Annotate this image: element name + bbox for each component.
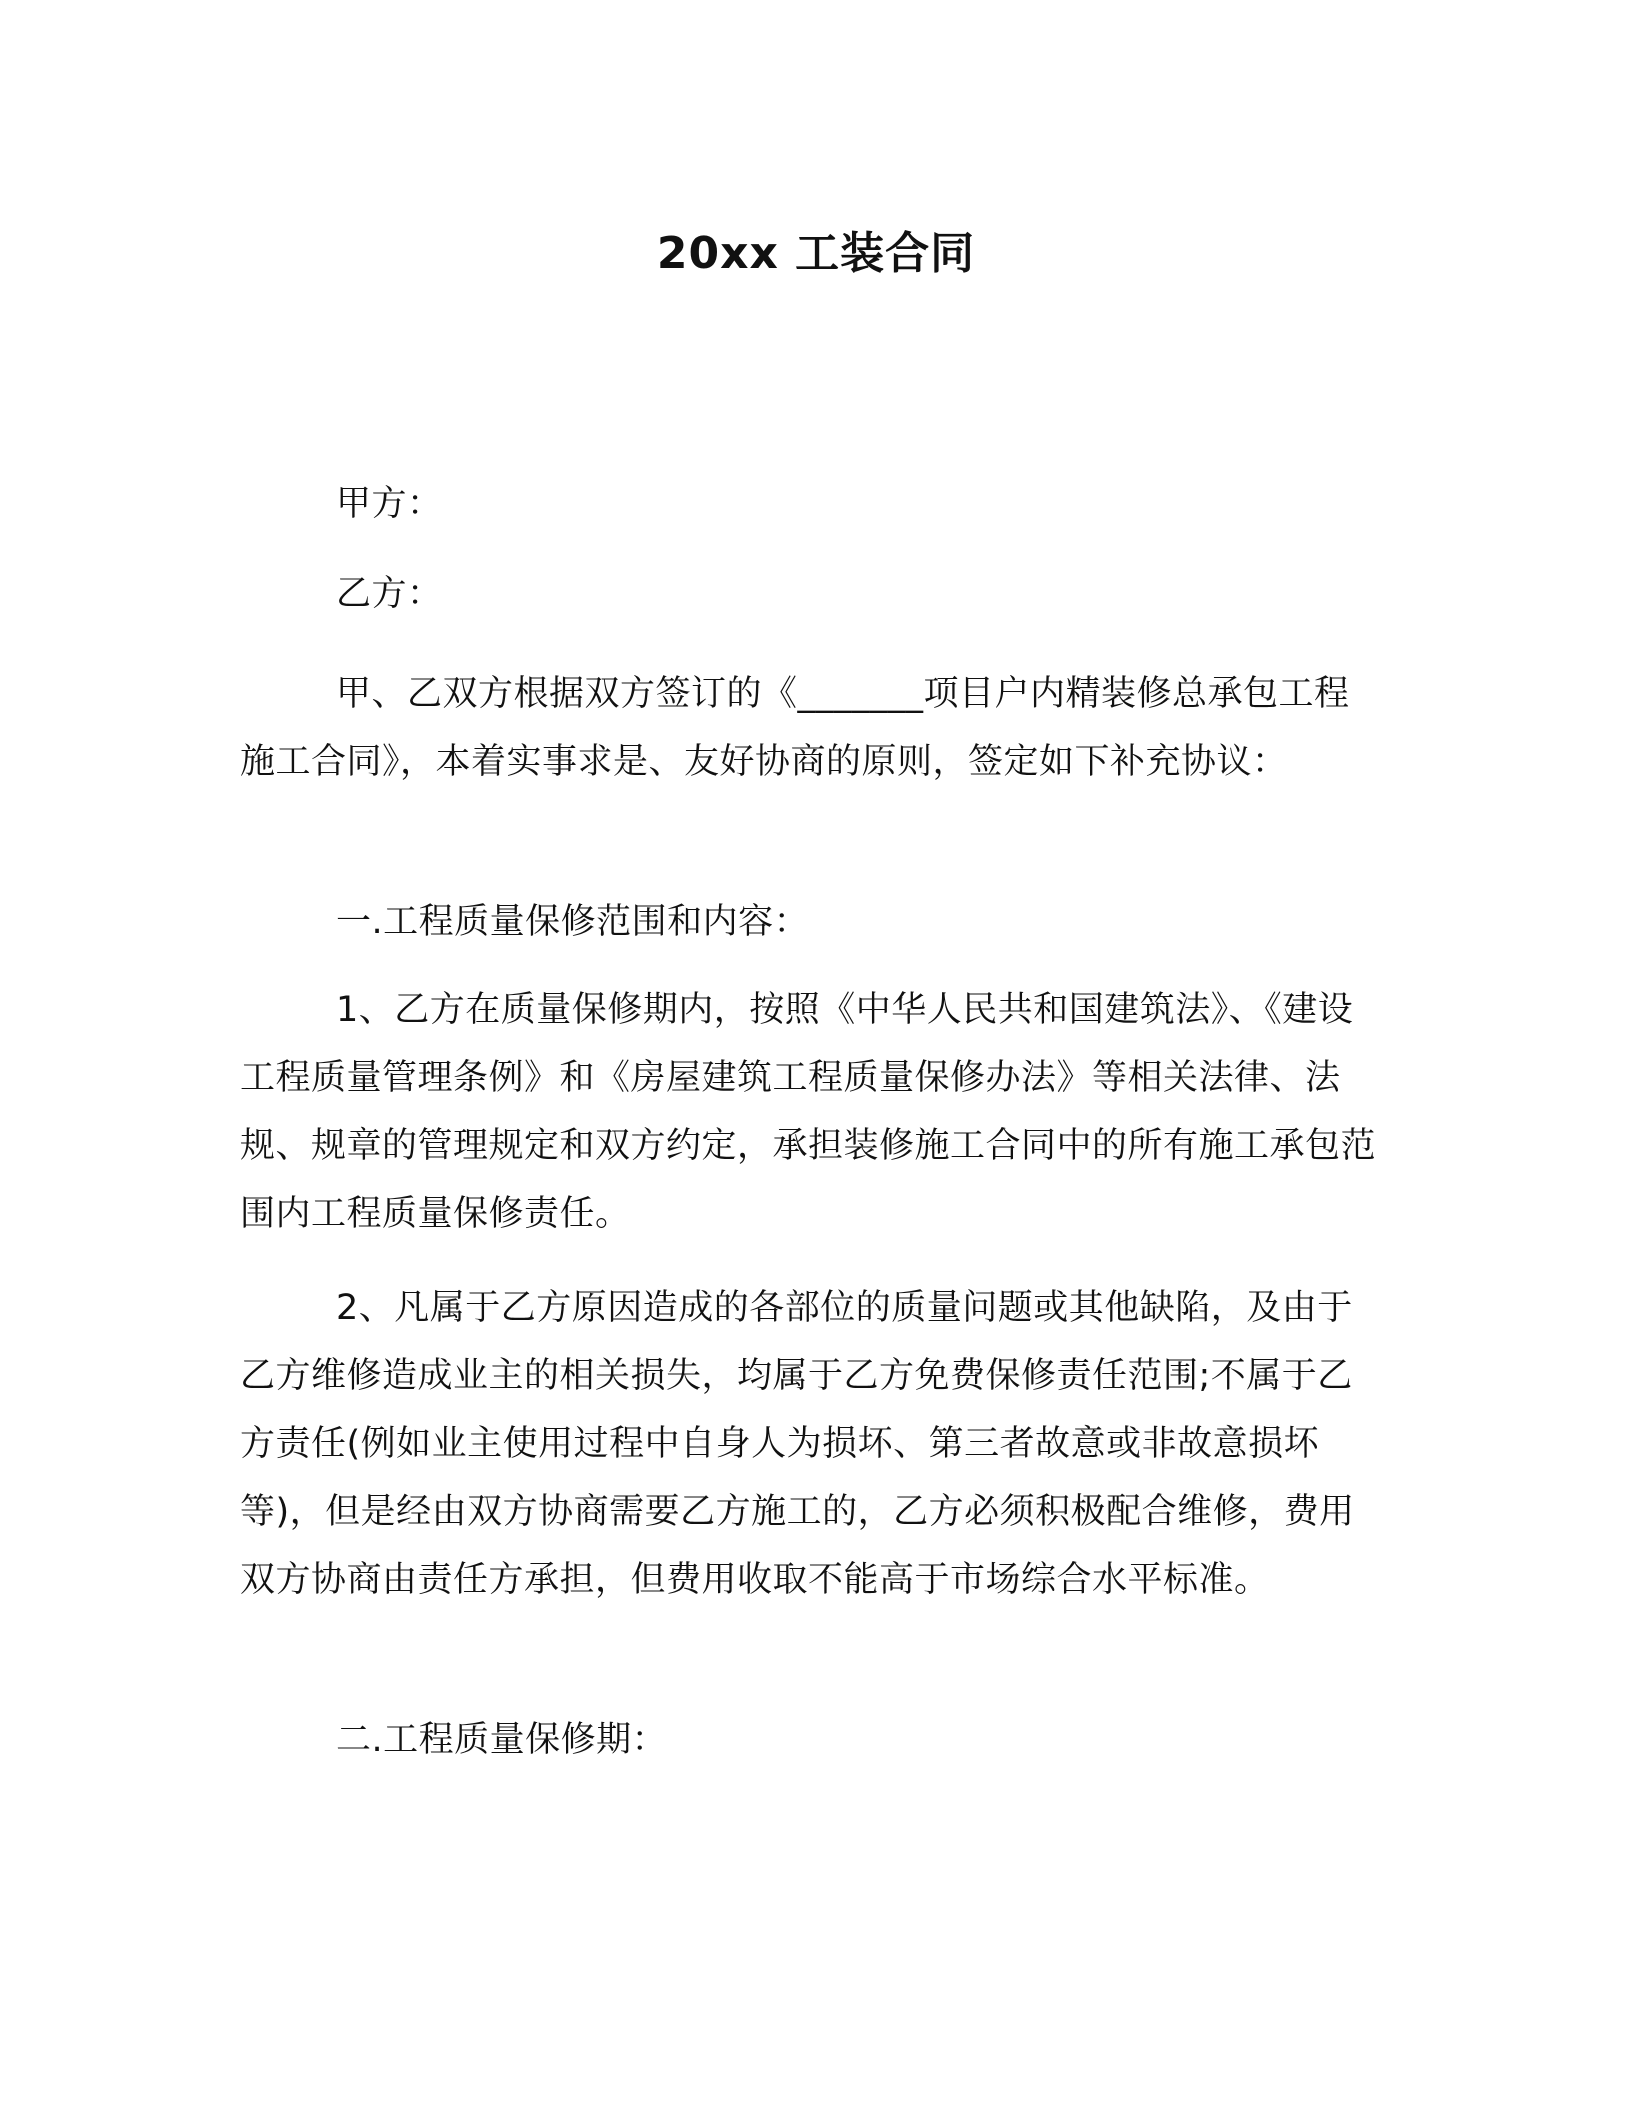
document-title: 20xx 工装合同 <box>656 228 976 279</box>
party-b-line <box>240 560 1380 628</box>
intro-paragraph-block <box>240 660 1380 796</box>
party-a-line <box>240 470 1380 538</box>
section1-heading: 一.工程质量保修范围和内容： <box>336 902 810 942</box>
intro-paragraph: 甲、乙双方根据双方签订的《_______项目户内精装修总承包工程施工合同》，本着实事求是、友好协商的原则，签定如下补充协议： <box>240 674 1350 782</box>
party-a-label: 甲方： <box>336 484 443 524</box>
section1-item2: 2、凡属于乙方原因造成的各部位的质量问题或其他缺陷，及由于乙方维修造成业主的相关损失，均属于乙方免费保修责任范围;不属于乙方责任(例如业主使用过程中自身人为损坏、第三者故意或非故意损坏等)，但是经由双方协商需要乙方施工的，乙方必须积极配合维修，费用双方协商由责任方承担，但费用收取不能高于市场综合水平标准。 <box>240 1288 1355 1600</box>
party-b-label: 乙方： <box>336 574 443 614</box>
section1-item2-block <box>240 1274 1380 1614</box>
section2-heading: 二.工程质量保修期： <box>336 1720 668 1760</box>
section2-heading-block <box>240 1706 1380 1774</box>
section1-item1-block <box>240 976 1380 1248</box>
section1-item1: 1、乙方在质量保修期内，按照《中华人民共和国建筑法》、《建设工程质量管理条例》和《房屋建筑工程质量保修办法》等相关法律、法规、规章的管理规定和双方约定，承担装修施工合同中的所有施工承包范围内工程质量保修责任。 <box>240 990 1377 1234</box>
section1-heading-block <box>240 888 1380 956</box>
